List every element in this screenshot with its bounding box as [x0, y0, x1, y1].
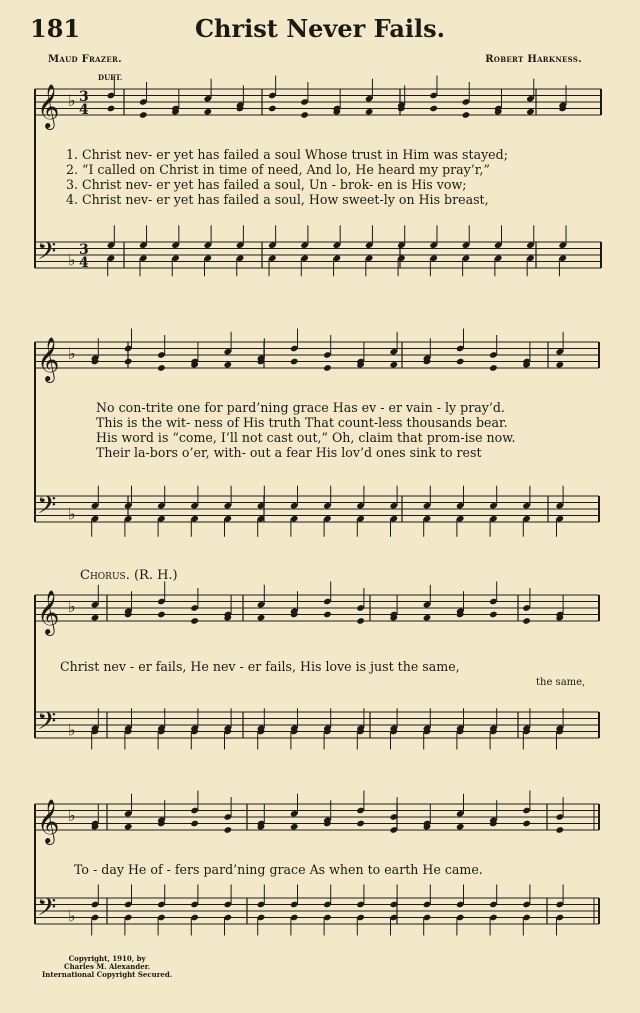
key-signature-flat: ♭	[68, 91, 76, 110]
clef-symbol: 𝄢	[37, 237, 57, 272]
chorus-echo: the same,	[536, 677, 586, 688]
note-head	[555, 826, 564, 834]
time-signature-bottom: 4	[79, 255, 89, 271]
verse-2-line-1: 2. “I called on Christ in time of need, And lo, He heard my pray’r,”	[66, 162, 490, 177]
key-signature-flat: ♭	[68, 806, 76, 825]
duet-label: DUET.	[98, 73, 123, 82]
note-head	[157, 364, 166, 372]
time-signature-bottom: 4	[79, 102, 89, 118]
time-signature-top: 3	[79, 89, 89, 105]
note-head	[257, 614, 266, 622]
verse-2-line-2: This is the wit- ness of His truth That count-less thousands bear.	[96, 415, 508, 430]
note-head	[268, 105, 277, 113]
note-head	[456, 823, 465, 831]
note-head	[456, 358, 465, 366]
key-signature-flat: ♭	[68, 597, 76, 616]
note-head	[526, 108, 535, 116]
note-head	[223, 826, 232, 834]
note-head	[139, 111, 148, 119]
note-head	[522, 820, 531, 828]
note-head	[290, 358, 299, 366]
note-head	[423, 614, 432, 622]
note-head	[190, 617, 199, 625]
verse-3-line-1: 3. Christ nev- er yet has failed a soul, Un - brok- en is His vow;	[66, 177, 467, 192]
note-head	[203, 108, 212, 116]
clef-symbol: 𝄞	[37, 84, 60, 128]
note-head	[462, 111, 471, 119]
chorus-lyric-line-2: To - day He of - fers pard’ning grace As when to earth He came.	[74, 862, 483, 877]
note-head	[356, 617, 365, 625]
note-head	[429, 105, 438, 113]
copyright-notice	[42, 955, 172, 979]
key-signature-flat: ♭	[68, 906, 76, 926]
time-signature-top: 3	[79, 242, 89, 258]
note-head	[365, 108, 374, 116]
note-head	[124, 823, 133, 831]
verse-3-line-2: His word is “come, I’ll not cast out,” Oh, claim that prom-ise now.	[96, 430, 516, 445]
clef-symbol: 𝄢	[37, 491, 57, 526]
note-head	[91, 614, 100, 622]
chorus-label: Chorus. (R. H.)	[80, 568, 178, 583]
note-head	[389, 361, 398, 369]
key-signature-flat: ♭	[68, 250, 76, 270]
hymn-title: Christ Never Fails.	[194, 14, 446, 43]
copyright-line-3: International Copyright Secured.	[42, 970, 173, 979]
key-signature-flat: ♭	[68, 504, 76, 524]
copyright-line-1: Copyright, 1910, by	[68, 954, 146, 963]
key-signature-flat: ♭	[68, 720, 76, 740]
composer-credit: Robert Harkness.	[485, 54, 582, 65]
clef-symbol: 𝄞	[37, 337, 60, 381]
note-head	[107, 105, 116, 113]
verse-1-line-1: 1. Christ nev- er yet has failed a soul Whose trust in Him was stayed;	[66, 147, 508, 162]
hymn-number: 181	[30, 14, 81, 43]
chorus-lyric-line-1: Christ nev - er fails, He nev - er fails, His love is just the same,	[60, 659, 460, 674]
note-head	[323, 364, 332, 372]
clef-symbol: 𝄞	[37, 799, 60, 843]
note-head	[290, 823, 299, 831]
verse-4-line-1: 4. Christ nev- er yet has failed a soul, How sweet-ly on His breast,	[66, 192, 489, 207]
copyright-line-2: Charles M. Alexander.	[64, 962, 151, 971]
clef-symbol: 𝄞	[37, 590, 60, 634]
note-head	[223, 361, 232, 369]
key-signature-flat: ♭	[68, 344, 76, 363]
note-head	[190, 820, 199, 828]
note-head	[124, 358, 133, 366]
verse-4-line-2: Their la-bors o’er, with- out a fear His lov’d ones sink to rest	[96, 445, 482, 460]
note-head	[356, 820, 365, 828]
author-credit: Maud Frazer.	[48, 54, 122, 65]
note-head	[489, 364, 498, 372]
note-head	[300, 111, 309, 119]
clef-symbol: 𝄢	[37, 707, 57, 742]
note-head	[489, 611, 498, 619]
note-head	[522, 617, 531, 625]
note-head	[157, 611, 166, 619]
verse-1-line-2: No con-trite one for pard’ning grace Has ev - er vain - ly pray’d.	[96, 400, 505, 415]
note-head	[555, 361, 564, 369]
clef-symbol: 𝄢	[37, 893, 57, 928]
note-head	[323, 611, 332, 619]
